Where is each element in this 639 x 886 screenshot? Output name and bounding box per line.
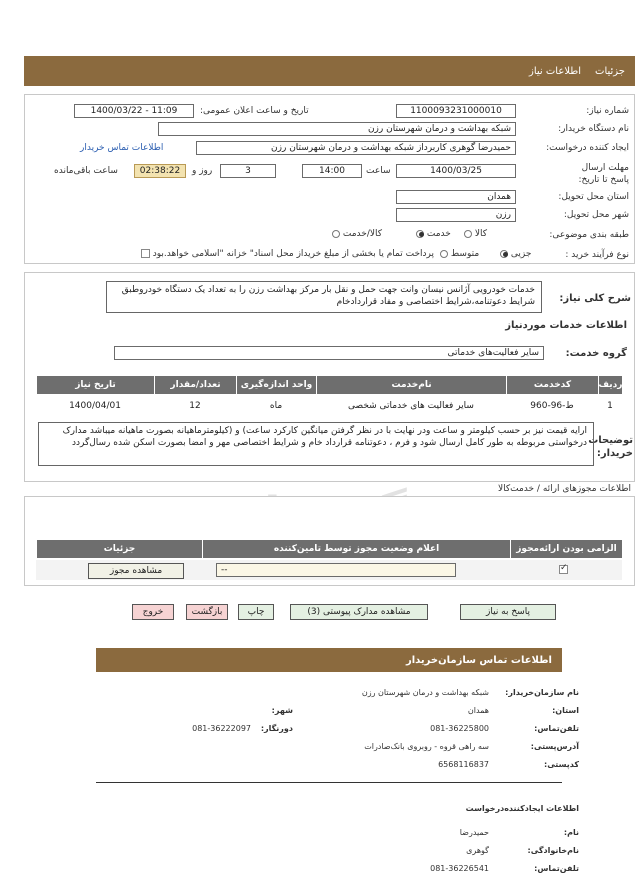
permit-required-checkbox — [559, 565, 568, 574]
city-label: شهر محل تحویل: — [563, 210, 629, 220]
tab-details[interactable]: جزئیات — [595, 65, 625, 77]
creator-family-value: گوهری — [466, 846, 489, 855]
city-field: رزن — [396, 208, 516, 222]
province-field: همدان — [396, 190, 516, 204]
buyer-notes-label: توضیحات خریدار: — [588, 435, 633, 459]
contact-address-value: سه راهی قروه - روبروی بانک‌صادرات — [364, 742, 489, 751]
payment-note-text: پرداخت تمام یا بخشی از مبلغ خریداز محل اسناد" خزانه "اسلامی خواهد.بود — [152, 249, 434, 259]
category-label: طبقه بندی موضوعی: — [549, 230, 629, 240]
exit-button[interactable]: خروج — [132, 604, 174, 620]
days-field: 3 — [220, 164, 276, 178]
col-permit-details: جزئیات — [36, 540, 202, 558]
back-button[interactable]: بازگشت — [186, 604, 228, 620]
creator-phone-value: 081-36226541 — [430, 864, 489, 873]
contact-province-label: استان: — [552, 706, 579, 715]
buyer-contact-link[interactable]: اطلاعات تماس خریدار — [80, 143, 164, 153]
need-number-label: شماره نیاز: — [586, 106, 629, 116]
category-option-both[interactable] — [332, 229, 382, 239]
col-permit-required: الزامی بودن ارائه‌مجوز — [510, 540, 622, 558]
category-service-label: خدمت — [426, 229, 451, 239]
services-table — [36, 376, 622, 416]
need-number-field: 1100093231000010 — [396, 104, 516, 118]
need-info-panel — [24, 94, 635, 264]
permit-status-field: -- — [216, 563, 456, 577]
deadline-date-field: 1400/03/25 — [396, 164, 516, 178]
creator-section-title: اطلاعات ایجادکننده‌درخواست — [465, 804, 579, 813]
cell-name: سایر فعالیت های خدماتی شخصی — [348, 401, 474, 411]
contact-fax-label: دورنگار: — [260, 724, 293, 733]
cell-date: 1400/04/01 — [69, 401, 121, 411]
deadline-time-field: 14:00 — [302, 164, 362, 178]
permit-row — [36, 560, 622, 580]
creator-name-label: نام: — [563, 828, 579, 837]
remaining-time-field: 02:38:22 — [134, 164, 186, 178]
creator-name-value: حمیدرضا — [459, 828, 489, 837]
process-label: نوع فرآیند خرید : — [565, 250, 629, 260]
province-label: استان محل تحویل: — [558, 192, 629, 202]
contact-phone-value: 081-36225800 — [430, 724, 489, 733]
contact-postal-value: 6568116837 — [438, 760, 489, 769]
payment-note — [64, 249, 434, 259]
category-goods-label: کالا — [474, 229, 488, 239]
category-both-label: کالا/خدمت — [342, 229, 383, 239]
category-service-radio[interactable] — [416, 230, 424, 238]
category-option-goods[interactable] — [464, 229, 487, 239]
contact-phone-label: تلفن‌تماس: — [534, 724, 579, 733]
announce-label: تاریخ و ساعت اعلان عمومی: — [200, 106, 309, 116]
process-medium-radio[interactable] — [440, 250, 448, 258]
contact-fax-value: 081-36222097 — [192, 724, 251, 733]
col-permit-status: اعلام وضعیت مجوز توسط تامین‌کننده — [202, 540, 510, 558]
service-group-field: سایر فعالیت‌های خدماتی — [114, 346, 544, 360]
col-row: ردیف — [598, 376, 622, 394]
cell-qty: 12 — [189, 401, 201, 411]
process-option-minor[interactable] — [500, 249, 531, 259]
contact-org-value: شبکه بهداشت و درمان شهرستان رزن — [361, 688, 489, 697]
col-qty: تعداد/مقدار — [154, 376, 236, 394]
view-permit-button[interactable]: مشاهده مجوز — [88, 563, 184, 579]
col-date: تاریخ نیاز — [36, 376, 154, 394]
summary-label: شرح کلی نیاز: — [559, 293, 631, 304]
contact-divider — [96, 782, 562, 783]
announce-field: 1400/03/22 - 11:09 — [74, 104, 194, 118]
col-unit: واحد اندازه‌گیری — [236, 376, 316, 394]
creator-label: ایجاد کننده درخواست: — [546, 143, 629, 153]
buyer-org-label: نام دستگاه خریدار: — [558, 124, 629, 134]
service-group-label: گروه خدمت: — [565, 348, 627, 359]
process-minor-label: جزیی — [510, 249, 532, 259]
contact-title-bar: اطلاعات تماس سازمان‌خریدار — [96, 648, 562, 672]
contact-postal-label: کدپستی: — [544, 760, 579, 769]
cell-row: 1 — [607, 401, 613, 411]
contact-org-label: نام سازمان‌خریدار: — [505, 688, 579, 697]
permits-table — [36, 540, 622, 580]
remaining-label: ساعت باقی‌مانده — [54, 166, 118, 176]
category-option-service[interactable] — [416, 229, 451, 239]
category-both-radio[interactable] — [332, 230, 340, 238]
table-row — [36, 396, 622, 416]
category-goods-radio[interactable] — [464, 230, 472, 238]
creator-family-label: نام‌خانوادگی: — [527, 846, 579, 855]
summary-text: خدمات خودرویی آژانس نیسان وانت جهت حمل و نقل بار مرکز بهداشت رزن را به تعداد یک دستگاه خودروطبق شرایط دعوتنامه،شرایط اختصاصی و مفاد قراردادخام — [106, 281, 542, 313]
creator-phone-label: تلفن‌تماس: — [534, 864, 579, 873]
col-name: نام‌خدمت — [316, 376, 506, 394]
process-minor-radio[interactable] — [500, 250, 508, 258]
cell-code: ط-96-960 — [530, 401, 574, 411]
payment-checkbox[interactable] — [141, 249, 150, 258]
attachments-button[interactable]: مشاهده مدارک پیوستی (3) — [290, 604, 428, 620]
cell-unit: ماه — [269, 401, 283, 411]
services-section-title: اطلاعات خدمات مورد‌نیاز — [505, 320, 627, 331]
days-label: روز و — [192, 166, 213, 176]
print-button[interactable]: چاپ — [238, 604, 274, 620]
contact-city-label: شهر: — [271, 706, 293, 715]
top-nav-bar — [24, 56, 635, 86]
process-medium-label: متوسط — [450, 249, 480, 259]
deadline-time-label: ساعت — [366, 166, 391, 176]
reply-button[interactable]: پاسخ به نیاز — [460, 604, 556, 620]
tab-need-info[interactable]: اطلاعات نیاز — [529, 65, 582, 77]
creator-field: حمیدرضا گوهری کاربرداز شبکه بهداشت و درمان شهرستان رزن — [196, 141, 516, 155]
buyer-notes-text: ارایه قیمت نیز بر حسب کیلومتر و ساعت ودر نهایت با در نظر گرفتن میانگین کارکرد ساعت) و (کیلومترماهیانه بصورت ماهیانه میباشد مدارک درخواستی مربوطه به طور کامل ارسال شود و فرم ، دعوتنامه قرارداد خام و شرایط اختصاصی مهر و امضا بصورت اسکن شده رسال‌گردد — [38, 422, 594, 466]
buyer-org-field: شبکه بهداشت و درمان شهرستان رزن — [158, 122, 516, 136]
contact-province-value: همدان — [467, 706, 489, 715]
permits-title: اطلاعات مجوزهای ارائه / خدمت‌کالا — [497, 484, 631, 494]
process-option-medium[interactable] — [440, 249, 479, 259]
col-code: کدخدمت — [506, 376, 598, 394]
deadline-label: مهلت ارسال پاسخ تا تاریخ: — [578, 163, 629, 185]
contact-address-label: آدرس‌پستی: — [530, 742, 579, 751]
